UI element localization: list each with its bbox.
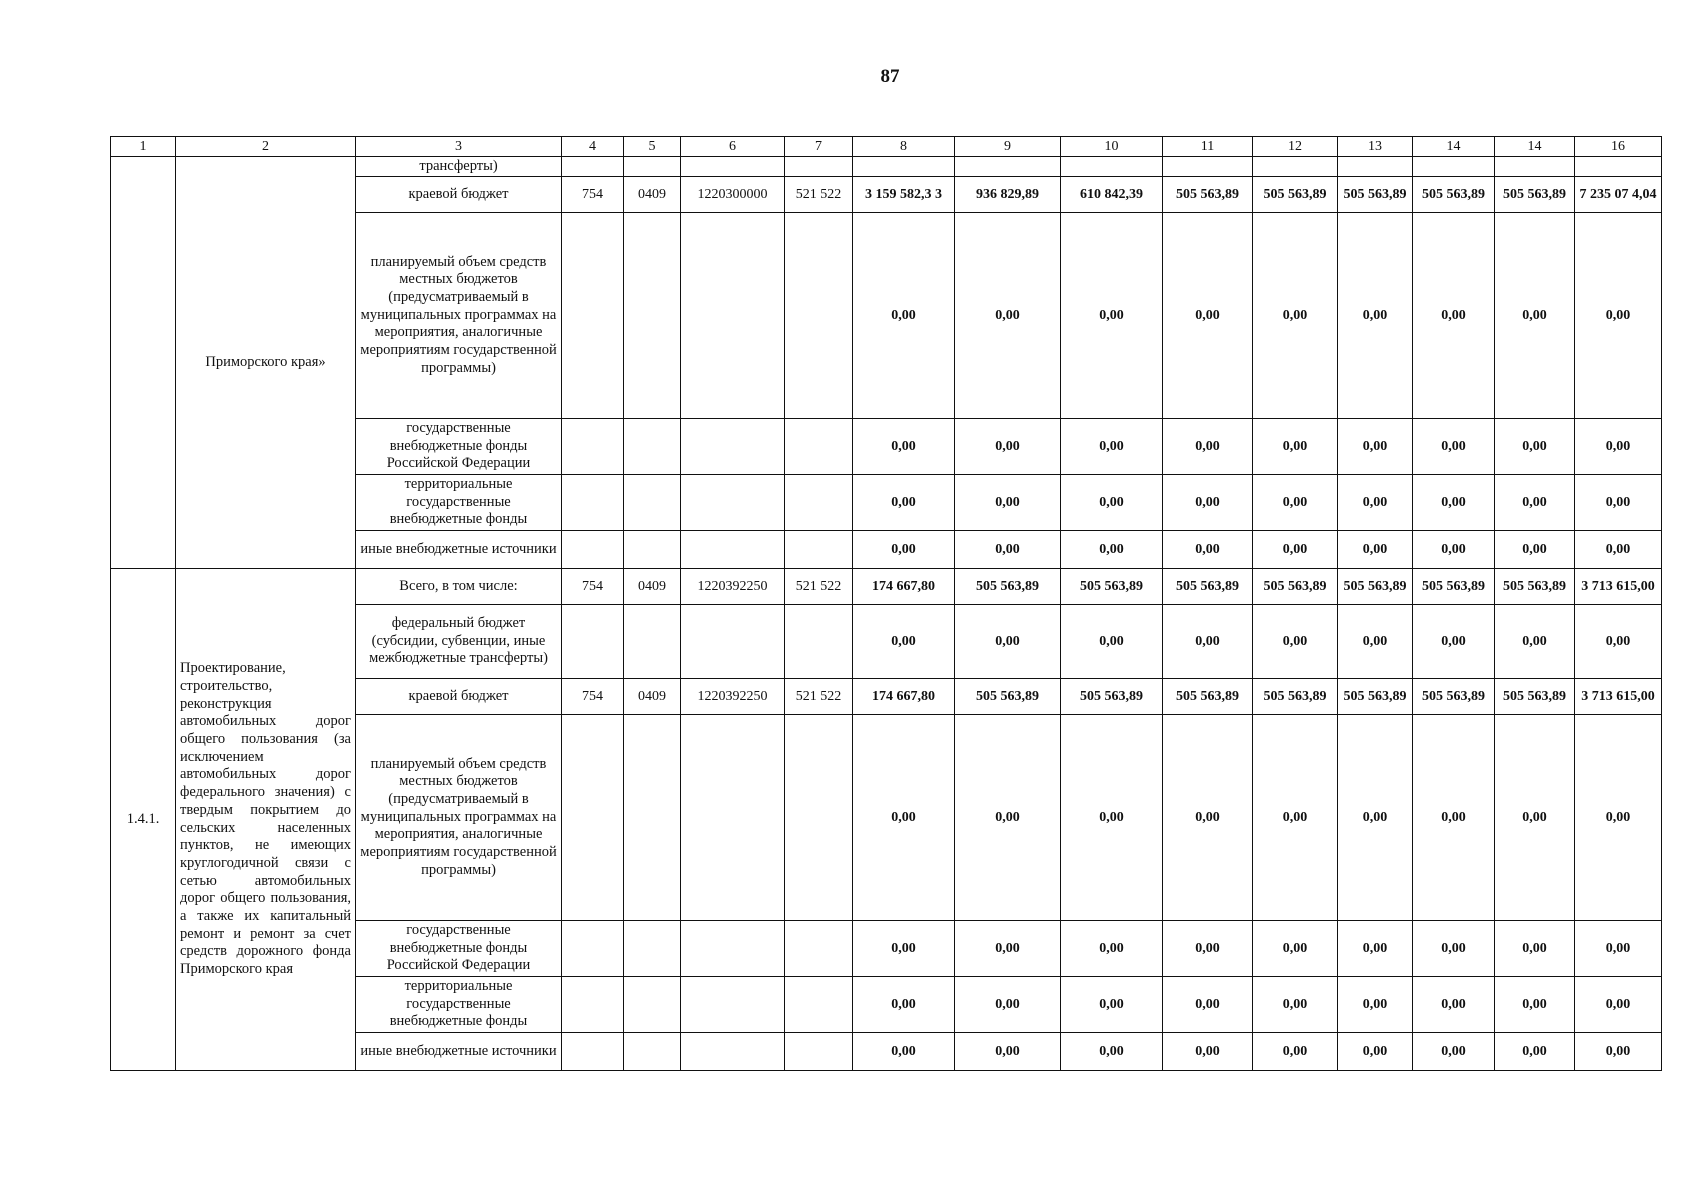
amount-cell: 0,00 (955, 605, 1061, 679)
amount-cell: 0,00 (1413, 977, 1495, 1033)
amount-cell: 0,00 (955, 213, 1061, 419)
target-article-cell (681, 715, 785, 921)
page-number: 87 (880, 66, 900, 87)
amount-cell: 505 563,89 (1495, 679, 1575, 715)
amount-cell: 0,00 (1575, 977, 1662, 1033)
amount-cell: 0,00 (1413, 605, 1495, 679)
amount-cell: 0,00 (853, 977, 955, 1033)
column-number-row (111, 137, 1662, 157)
amount-cell: 0,00 (1495, 531, 1575, 569)
funding-source-cell: краевой бюджет (356, 177, 562, 213)
amount-cell (853, 157, 955, 177)
funding-source-cell: территориальные государственные внебюджетные фонды (356, 475, 562, 531)
amount-cell: 0,00 (1253, 475, 1338, 531)
amount-cell: 505 563,89 (1338, 679, 1413, 715)
target-article-cell (681, 475, 785, 531)
column-header: 7 (785, 137, 853, 157)
table-row (111, 569, 1662, 605)
admin-code-cell (562, 157, 624, 177)
amount-cell: 0,00 (1253, 921, 1338, 977)
amount-cell: 0,00 (955, 419, 1061, 475)
amount-cell: 0,00 (1495, 1033, 1575, 1071)
section-code-cell: 0409 (624, 569, 681, 605)
amount-cell: 3 713 615,00 (1575, 569, 1662, 605)
column-header: 6 (681, 137, 785, 157)
amount-cell: 0,00 (1061, 475, 1163, 531)
amount-cell: 0,00 (1163, 921, 1253, 977)
amount-cell: 0,00 (1253, 531, 1338, 569)
section-code-cell (624, 419, 681, 475)
amount-cell: 0,00 (1413, 715, 1495, 921)
amount-cell: 0,00 (1413, 921, 1495, 977)
column-header: 9 (955, 137, 1061, 157)
amount-cell: 505 563,89 (1413, 569, 1495, 605)
amount-cell: 3 713 615,00 (1575, 679, 1662, 715)
section-code-cell (624, 715, 681, 921)
amount-cell: 0,00 (1338, 921, 1413, 977)
amount-cell: 0,00 (1061, 1033, 1163, 1071)
expense-type-cell (785, 531, 853, 569)
amount-cell: 0,00 (1163, 419, 1253, 475)
amount-cell: 505 563,89 (1163, 177, 1253, 213)
amount-cell: 0,00 (1163, 977, 1253, 1033)
amount-cell: 0,00 (1495, 419, 1575, 475)
amount-cell: 0,00 (1061, 715, 1163, 921)
amount-cell: 174 667,80 (853, 569, 955, 605)
expense-type-cell: 521 522 (785, 177, 853, 213)
amount-cell: 505 563,89 (1253, 177, 1338, 213)
amount-cell: 0,00 (853, 475, 955, 531)
amount-cell: 0,00 (1575, 605, 1662, 679)
budget-table (110, 136, 1662, 1071)
section-name-cell: Приморского края» (176, 157, 356, 569)
amount-cell (1495, 157, 1575, 177)
amount-cell: 0,00 (1575, 1033, 1662, 1071)
column-header: 1 (111, 137, 176, 157)
funding-source-cell: федеральный бюджет (субсидии, субвенции, иные межбюджетные трансферты) (356, 605, 562, 679)
amount-cell: 505 563,89 (1338, 177, 1413, 213)
amount-cell: 0,00 (1061, 605, 1163, 679)
amount-cell (1338, 157, 1413, 177)
column-header: 8 (853, 137, 955, 157)
amount-cell: 7 235 07 4,04 (1575, 177, 1662, 213)
amount-cell: 0,00 (853, 419, 955, 475)
amount-cell: 0,00 (1253, 605, 1338, 679)
target-article-cell: 1220392250 (681, 569, 785, 605)
amount-cell: 0,00 (1338, 419, 1413, 475)
column-header: 14 (1413, 137, 1495, 157)
amount-cell: 0,00 (1495, 977, 1575, 1033)
section-number-cell: 1.4.1. (111, 569, 176, 1071)
admin-code-cell: 754 (562, 177, 624, 213)
target-article-cell (681, 157, 785, 177)
amount-cell: 505 563,89 (1495, 177, 1575, 213)
amount-cell (1575, 157, 1662, 177)
column-header: 10 (1061, 137, 1163, 157)
amount-cell: 936 829,89 (955, 177, 1061, 213)
amount-cell: 0,00 (1575, 921, 1662, 977)
amount-cell: 505 563,89 (1413, 177, 1495, 213)
expense-type-cell (785, 475, 853, 531)
admin-code-cell (562, 213, 624, 419)
section-code-cell (624, 977, 681, 1033)
amount-cell: 0,00 (1061, 921, 1163, 977)
amount-cell: 0,00 (1495, 605, 1575, 679)
amount-cell: 0,00 (1338, 531, 1413, 569)
amount-cell: 0,00 (853, 605, 955, 679)
amount-cell: 0,00 (955, 1033, 1061, 1071)
amount-cell: 0,00 (1575, 213, 1662, 419)
expense-type-cell (785, 419, 853, 475)
section-code-cell (624, 921, 681, 977)
amount-cell: 0,00 (1413, 531, 1495, 569)
section-code-cell (624, 213, 681, 419)
admin-code-cell (562, 475, 624, 531)
amount-cell (1413, 157, 1495, 177)
section-code-cell (624, 1033, 681, 1071)
amount-cell: 0,00 (955, 531, 1061, 569)
amount-cell: 0,00 (1413, 419, 1495, 475)
amount-cell: 0,00 (1495, 213, 1575, 419)
funding-source-cell: Всего, в том числе: (356, 569, 562, 605)
column-header: 14 (1495, 137, 1575, 157)
column-header: 13 (1338, 137, 1413, 157)
amount-cell: 0,00 (1163, 1033, 1253, 1071)
amount-cell: 505 563,89 (1413, 679, 1495, 715)
column-header: 4 (562, 137, 624, 157)
amount-cell: 0,00 (1575, 531, 1662, 569)
expense-type-cell (785, 977, 853, 1033)
amount-cell: 0,00 (1253, 213, 1338, 419)
funding-source-cell: государственные внебюджетные фонды Российской Федерации (356, 419, 562, 475)
column-header: 5 (624, 137, 681, 157)
admin-code-cell (562, 605, 624, 679)
admin-code-cell (562, 1033, 624, 1071)
funding-source-cell: государственные внебюджетные фонды Российской Федерации (356, 921, 562, 977)
amount-cell: 0,00 (1163, 213, 1253, 419)
amount-cell: 0,00 (1575, 715, 1662, 921)
funding-source-cell: планируемый объем средств местных бюджетов (предусматриваемый в муниципальных программах на мероприятия, аналогичные мероприятиям государственной программы) (356, 715, 562, 921)
amount-cell: 0,00 (1413, 213, 1495, 419)
amount-cell: 505 563,89 (1495, 569, 1575, 605)
amount-cell: 0,00 (1061, 419, 1163, 475)
amount-cell: 0,00 (1338, 1033, 1413, 1071)
admin-code-cell (562, 921, 624, 977)
funding-source-cell: трансферты) (356, 157, 562, 177)
amount-cell: 174 667,80 (853, 679, 955, 715)
section-code-cell (624, 605, 681, 679)
amount-cell: 505 563,89 (955, 569, 1061, 605)
amount-cell: 0,00 (1163, 531, 1253, 569)
amount-cell: 0,00 (1575, 475, 1662, 531)
amount-cell: 505 563,89 (1163, 569, 1253, 605)
section-code-cell (624, 157, 681, 177)
amount-cell: 0,00 (853, 921, 955, 977)
section-code-cell (624, 531, 681, 569)
amount-cell: 0,00 (1495, 921, 1575, 977)
expense-type-cell (785, 1033, 853, 1071)
amount-cell (955, 157, 1061, 177)
amount-cell: 0,00 (1163, 605, 1253, 679)
amount-cell: 0,00 (1061, 977, 1163, 1033)
amount-cell: 0,00 (1495, 475, 1575, 531)
amount-cell: 505 563,89 (1163, 679, 1253, 715)
funding-source-cell: планируемый объем средств местных бюджетов (предусматриваемый в муниципальных программах на мероприятия, аналогичные мероприятиям государственной программы) (356, 213, 562, 419)
admin-code-cell (562, 977, 624, 1033)
amount-cell: 0,00 (1061, 213, 1163, 419)
target-article-cell (681, 605, 785, 679)
amount-cell: 0,00 (1163, 475, 1253, 531)
amount-cell: 0,00 (1495, 715, 1575, 921)
amount-cell: 0,00 (1253, 1033, 1338, 1071)
amount-cell: 0,00 (1338, 977, 1413, 1033)
amount-cell: 505 563,89 (955, 679, 1061, 715)
admin-code-cell (562, 531, 624, 569)
expense-type-cell: 521 522 (785, 569, 853, 605)
amount-cell: 0,00 (955, 977, 1061, 1033)
target-article-cell: 1220300000 (681, 177, 785, 213)
section-name-cell: Проектирование, строительство, реконструкция автомобильных дорог общего пользования (за исключением автомобильных дорог федерального значения) с твердым покрытием до сельских населенных пунктов, не имеющих круглогодичной связи с сетью автомобильных дорог общего пользования, а также их капитальный ремонт и ремонт за счет средств дорожного фонда Приморского края (176, 569, 356, 1071)
funding-source-cell: территориальные государственные внебюджетные фонды (356, 977, 562, 1033)
target-article-cell: 1220392250 (681, 679, 785, 715)
amount-cell: 505 563,89 (1338, 569, 1413, 605)
amount-cell: 505 563,89 (1253, 679, 1338, 715)
amount-cell: 0,00 (1163, 715, 1253, 921)
table-body (111, 137, 1662, 1071)
column-header: 16 (1575, 137, 1662, 157)
amount-cell: 0,00 (1338, 475, 1413, 531)
expense-type-cell (785, 715, 853, 921)
amount-cell: 0,00 (853, 1033, 955, 1071)
section-number-cell (111, 157, 176, 569)
amount-cell: 3 159 582,3 3 (853, 177, 955, 213)
amount-cell: 0,00 (955, 715, 1061, 921)
amount-cell (1253, 157, 1338, 177)
column-header: 12 (1253, 137, 1338, 157)
amount-cell: 0,00 (955, 921, 1061, 977)
expense-type-cell (785, 605, 853, 679)
admin-code-cell (562, 715, 624, 921)
funding-source-cell: иные внебюджетные источники (356, 1033, 562, 1071)
amount-cell: 0,00 (1413, 475, 1495, 531)
amount-cell: 0,00 (1413, 1033, 1495, 1071)
amount-cell: 0,00 (1575, 419, 1662, 475)
amount-cell: 610 842,39 (1061, 177, 1163, 213)
expense-type-cell: 521 522 (785, 679, 853, 715)
target-article-cell (681, 1033, 785, 1071)
section-code-cell (624, 475, 681, 531)
amount-cell (1061, 157, 1163, 177)
admin-code-cell: 754 (562, 569, 624, 605)
column-header: 2 (176, 137, 356, 157)
target-article-cell (681, 419, 785, 475)
target-article-cell (681, 213, 785, 419)
expense-type-cell (785, 157, 853, 177)
funding-source-cell: краевой бюджет (356, 679, 562, 715)
amount-cell: 0,00 (1338, 605, 1413, 679)
amount-cell: 0,00 (853, 715, 955, 921)
column-header: 11 (1163, 137, 1253, 157)
amount-cell: 0,00 (853, 213, 955, 419)
amount-cell: 505 563,89 (1253, 569, 1338, 605)
admin-code-cell (562, 419, 624, 475)
target-article-cell (681, 921, 785, 977)
amount-cell: 0,00 (1061, 531, 1163, 569)
table-row (111, 157, 1662, 177)
expense-type-cell (785, 213, 853, 419)
amount-cell: 0,00 (1253, 419, 1338, 475)
section-code-cell: 0409 (624, 177, 681, 213)
admin-code-cell: 754 (562, 679, 624, 715)
target-article-cell (681, 531, 785, 569)
amount-cell: 505 563,89 (1061, 569, 1163, 605)
amount-cell: 0,00 (1253, 977, 1338, 1033)
amount-cell: 0,00 (853, 531, 955, 569)
amount-cell: 0,00 (1253, 715, 1338, 921)
column-header: 3 (356, 137, 562, 157)
amount-cell: 505 563,89 (1061, 679, 1163, 715)
section-code-cell: 0409 (624, 679, 681, 715)
amount-cell: 0,00 (955, 475, 1061, 531)
amount-cell: 0,00 (1338, 715, 1413, 921)
target-article-cell (681, 977, 785, 1033)
amount-cell (1163, 157, 1253, 177)
amount-cell: 0,00 (1338, 213, 1413, 419)
funding-source-cell: иные внебюджетные источники (356, 531, 562, 569)
expense-type-cell (785, 921, 853, 977)
